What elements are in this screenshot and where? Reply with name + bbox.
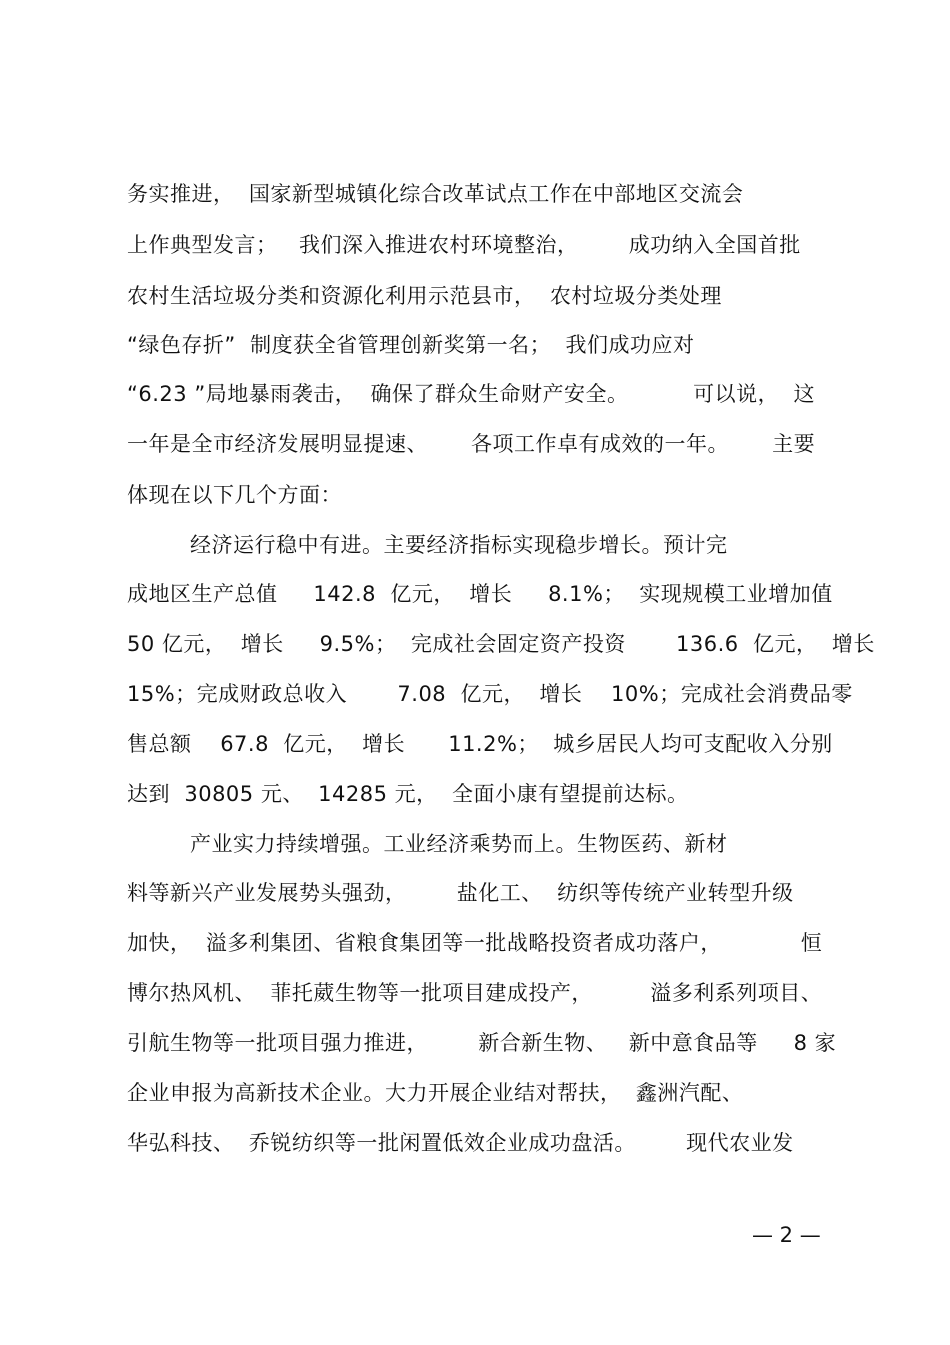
text-line-17: 博尔热风机、 菲托葳生物等一批项目建成投产， 溢多利系列项目、: [127, 981, 823, 1005]
text-line-7: 体现在以下几个方面：: [127, 483, 342, 507]
text-line-19: 企业申报为高新技术企业。大力开展企业结对帮扶， 鑫洲汽配、: [127, 1081, 744, 1105]
text-line-18: 引航生物等一批项目强力推进， 新合新生物、 新中意食品等 8 家: [127, 1031, 837, 1055]
text-line-20: 华弘科技、 乔锐纺织等一批闲置低效企业成功盘活。 现代农业发: [127, 1131, 794, 1155]
text-line-2: 上作典型发言； 我们深入推进农村环境整治， 成功纳入全国首批: [127, 233, 801, 257]
paragraph-start-industry: 产业实力持续增强。工业经济乘势而上。生物医药、新材: [190, 832, 728, 856]
text-line-11: 15%；完成财政总收入 7.08 亿元， 增长 10%；完成社会消费品零: [127, 682, 853, 706]
text-line-15: 料等新兴产业发展势头强劲， 盐化工、 纺织等传统产业转型升级: [127, 881, 794, 905]
text-line-5: “6.23 ”局地暴雨袭击， 确保了群众生命财产安全。 可以说， 这: [127, 382, 815, 406]
text-line-9: 成地区生产总值 142.8 亿元， 增长 8.1%； 实现规模工业增加值: [127, 582, 833, 606]
text-line-4: “绿色存折” 制度获全省管理创新奖第一名； 我们成功应对: [127, 333, 695, 357]
text-line-1: 务实推进， 国家新型城镇化综合改革试点工作在中部地区交流会: [127, 182, 744, 206]
text-line-10: 50 亿元， 增长 9.5%； 完成社会固定资产投资 136.6 亿元， 增长: [127, 632, 875, 656]
paragraph-start-economy: 经济运行稳中有进。主要经济指标实现稳步增长。预计完: [190, 533, 728, 557]
text-line-3: 农村生活垃圾分类和资源化利用示范县市， 农村垃圾分类处理: [127, 284, 722, 308]
text-line-16: 加快， 溢多利集团、省粮食集团等一批战略投资者成功落户， 恒: [127, 931, 823, 955]
text-line-6: 一年是全市经济发展明显提速、 各项工作卓有成效的一年。 主要: [127, 432, 816, 456]
text-line-13: 达到 30805 元、 14285 元， 全面小康有望提前达标。: [127, 782, 689, 806]
page-number: — 2 —: [752, 1223, 821, 1247]
text-line-12: 售总额 67.8 亿元， 增长 11.2%； 城乡居民人均可支配收入分别: [127, 732, 833, 756]
